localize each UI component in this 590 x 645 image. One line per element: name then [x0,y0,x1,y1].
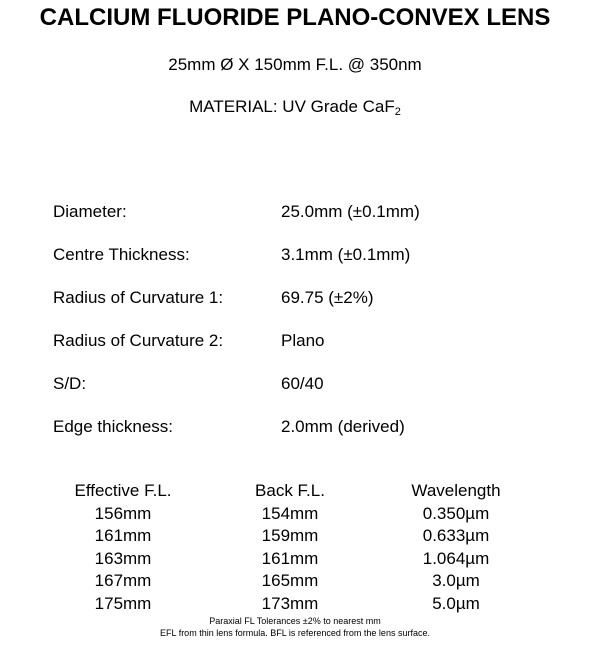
spec-label: Radius of Curvature 1: [53,288,224,307]
spec-value: 69.75 (±2%) [281,288,374,307]
effective-fl-cell: 156mm [94,503,152,523]
spec-value: 25.0mm (±0.1mm) [281,202,420,221]
wavelength-cell: 0.350µm [422,503,490,523]
table-row [0,571,590,594]
spec-row-edge-thickness [53,417,573,441]
lens-spec-line: 25mm Ø X 150mm F.L. @ 350nm [168,55,422,74]
effective-fl-cell: 161mm [94,526,152,546]
effective-fl-cell: 163mm [94,548,152,568]
material-subscript: 2 [394,106,401,118]
wavelength-cell: 5.0µm [432,593,480,613]
back-fl-cell: 161mm [261,548,319,568]
wavelength-cell: 1.064µm [422,548,490,568]
wavelength-cell: 3.0µm [432,571,480,591]
spec-label: Radius of Curvature 2: [53,331,224,350]
spec-row-diameter [53,202,573,226]
spec-row-sd [53,374,573,398]
back-fl-cell: 159mm [261,526,319,546]
spec-label: Centre Thickness: [53,245,190,264]
spec-value: Plano [281,331,325,350]
column-header-back-fl: Back F.L. [255,481,325,500]
spec-label: S/D: [53,374,87,393]
spec-value: 2.0mm (derived) [281,417,405,436]
tolerance-note: Paraxial FL Tolerances ±2% to nearest mm [209,616,381,626]
table-row [0,594,590,617]
column-header-wavelength: Wavelength [411,481,501,500]
back-fl-cell: 154mm [261,503,319,523]
formula-note: EFL from thin lens formula. BFL is referenced from the lens surface. [160,628,430,638]
wavelength-cell: 0.633µm [422,526,490,546]
spec-label: Edge thickness: [53,417,174,436]
effective-fl-cell: 175mm [94,593,152,613]
spec-value: 3.1mm (±0.1mm) [281,245,411,264]
spec-row-radius-2 [53,331,573,355]
spec-row-centre-thickness [53,245,573,269]
column-header-effective-fl: Effective F.L. [74,481,172,500]
back-fl-cell: 165mm [261,571,319,591]
material-text: MATERIAL: UV Grade CaF [189,97,395,116]
table-row [0,526,590,549]
table-row [0,549,590,572]
back-fl-cell: 173mm [261,593,319,613]
material-line [0,97,590,117]
spec-label: Diameter: [53,202,127,221]
spec-value: 60/40 [281,374,324,393]
focal-length-table [0,481,590,617]
table-header [0,481,590,504]
page-title: CALCIUM FLUORIDE PLANO-CONVEX LENS [39,4,551,31]
table-row [0,504,590,527]
spec-row-radius-1 [53,288,573,312]
effective-fl-cell: 167mm [94,571,152,591]
